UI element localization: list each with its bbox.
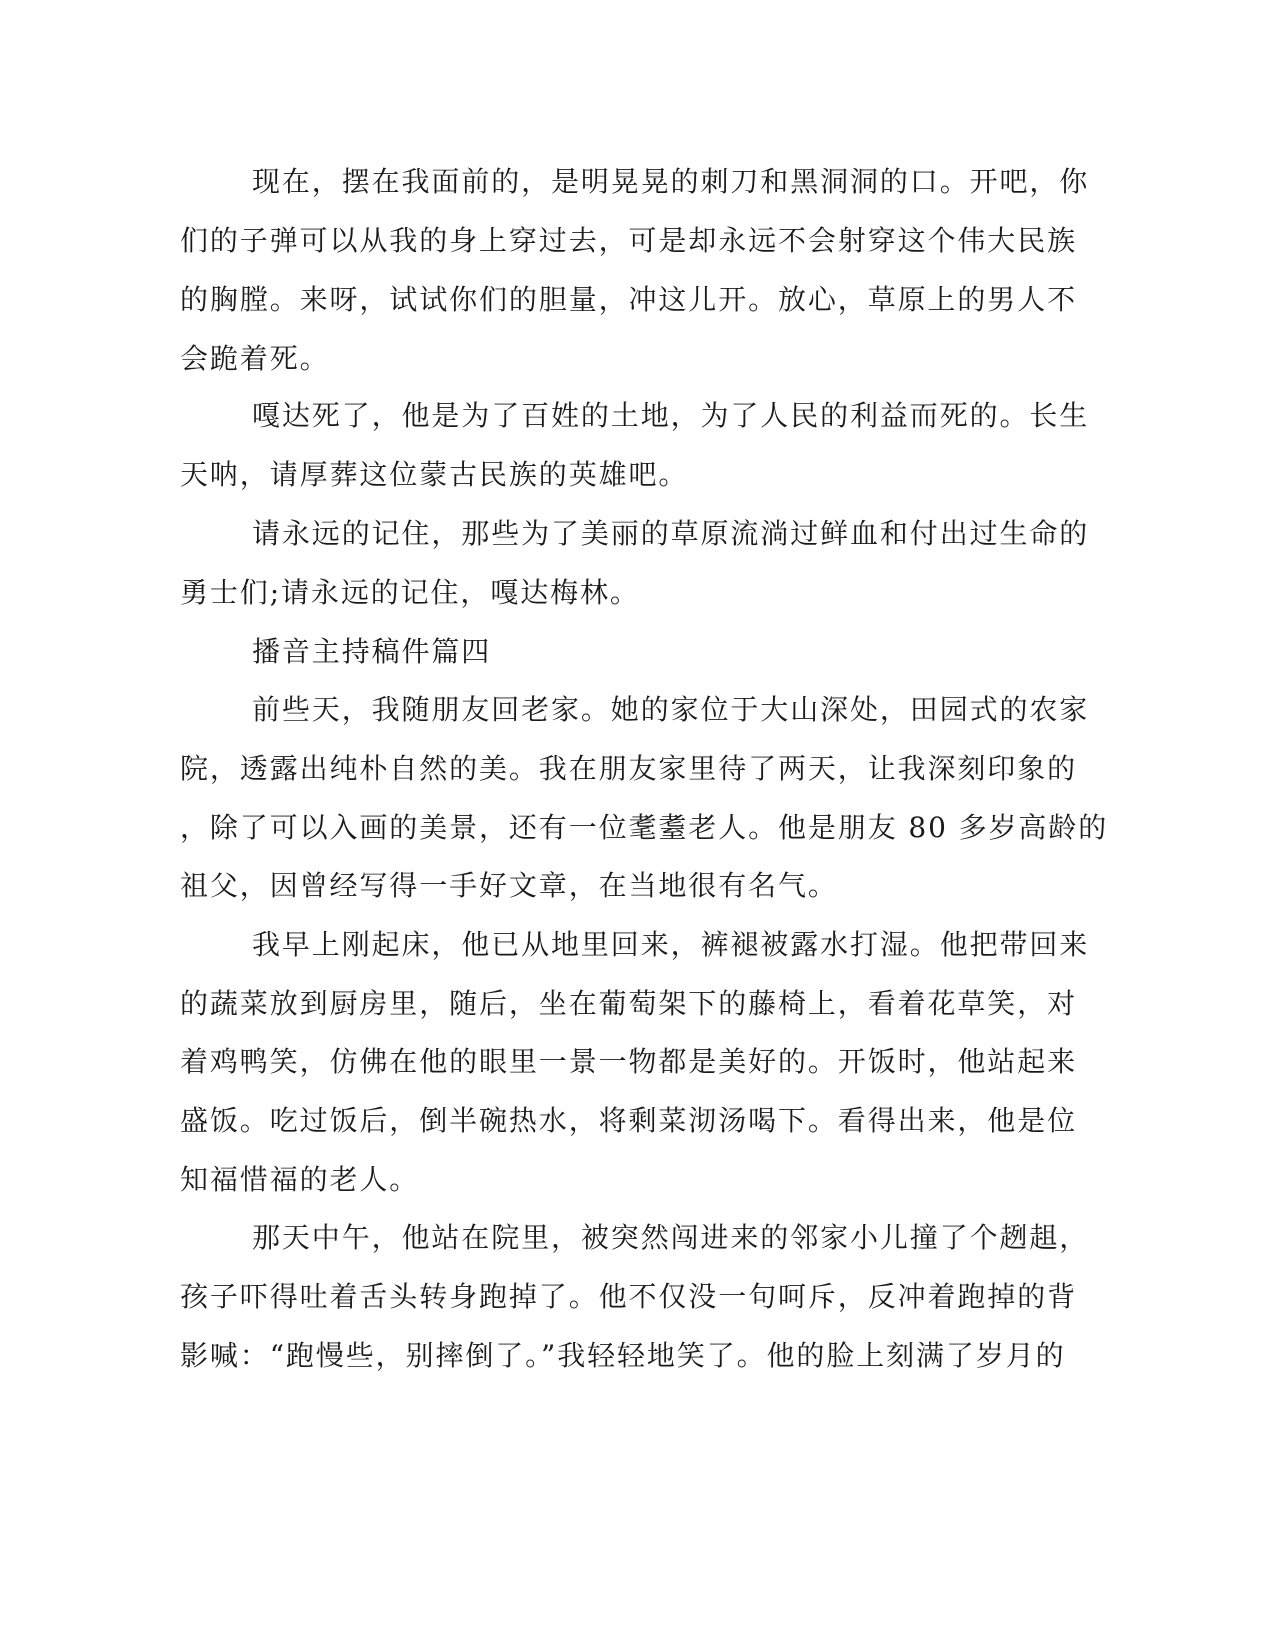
text-line: 那天中午，他站在院里，被突然闯进来的邻家小儿撞了个趔趄， xyxy=(252,1221,1090,1254)
text-line: 盛饭。吃过饭后，倒半碗热水，将剩菜沏汤喝下。看得出来，他是位 xyxy=(180,1104,1078,1137)
text-line: 勇士们;请永远的记住，嘎达梅林。 xyxy=(180,576,640,609)
text-line: 祖父，因曾经写得一手好文章，在当地很有名气。 xyxy=(180,869,838,902)
text-line: 天呐，请厚葬这位蒙古民族的英雄吧。 xyxy=(180,458,689,491)
text-line: 知福惜福的老人。 xyxy=(180,1163,420,1196)
text-line: 现在，摆在我面前的，是明晃晃的刺刀和黑洞洞的口。开吧，你 xyxy=(252,165,1090,198)
text-line: 请永远的记住，那些为了美丽的草原流淌过鲜血和付出过生命的 xyxy=(252,517,1090,550)
section-heading: 播音主持稿件篇四 xyxy=(252,635,492,668)
text-line: ，除了可以入画的美景，还有一位耄耋老人。他是朋友 80 多岁高龄的 xyxy=(180,811,1109,844)
text-line: 着鸡鸭笑，仿佛在他的眼里一景一物都是美好的。开饭时，他站起来 xyxy=(180,1045,1078,1078)
text-line: 的蔬菜放到厨房里，随后，坐在葡萄架下的藤椅上，看着花草笑，对 xyxy=(180,987,1078,1020)
text-line: 院，透露出纯朴自然的美。我在朋友家里待了两天，让我深刻印象的 xyxy=(180,752,1078,785)
text-line: 影喊：“跑慢些，别摔倒了。”我轻轻地笑了。他的脸上刻满了岁月的 xyxy=(180,1339,1066,1372)
text-line: 的胸膛。来呀，试试你们的胆量，冲这儿开。放心，草原上的男人不 xyxy=(180,283,1078,316)
text-line: 前些天，我随朋友回老家。她的家位于大山深处，田园式的农家 xyxy=(252,693,1090,726)
text-line: 嘎达死了，他是为了百姓的土地，为了人民的利益而死的。长生 xyxy=(252,399,1090,432)
text-line: 我早上刚起床，他已从地里回来，裤褪被露水打湿。他把带回来 xyxy=(252,928,1090,961)
text-line: 孩子吓得吐着舌头转身跑掉了。他不仅没一句呵斥，反冲着跑掉的背 xyxy=(180,1280,1078,1313)
text-line: 们的子弹可以从我的身上穿过去，可是却永远不会射穿这个伟大民族 xyxy=(180,224,1078,257)
text-line: 会跪着死。 xyxy=(180,342,330,375)
